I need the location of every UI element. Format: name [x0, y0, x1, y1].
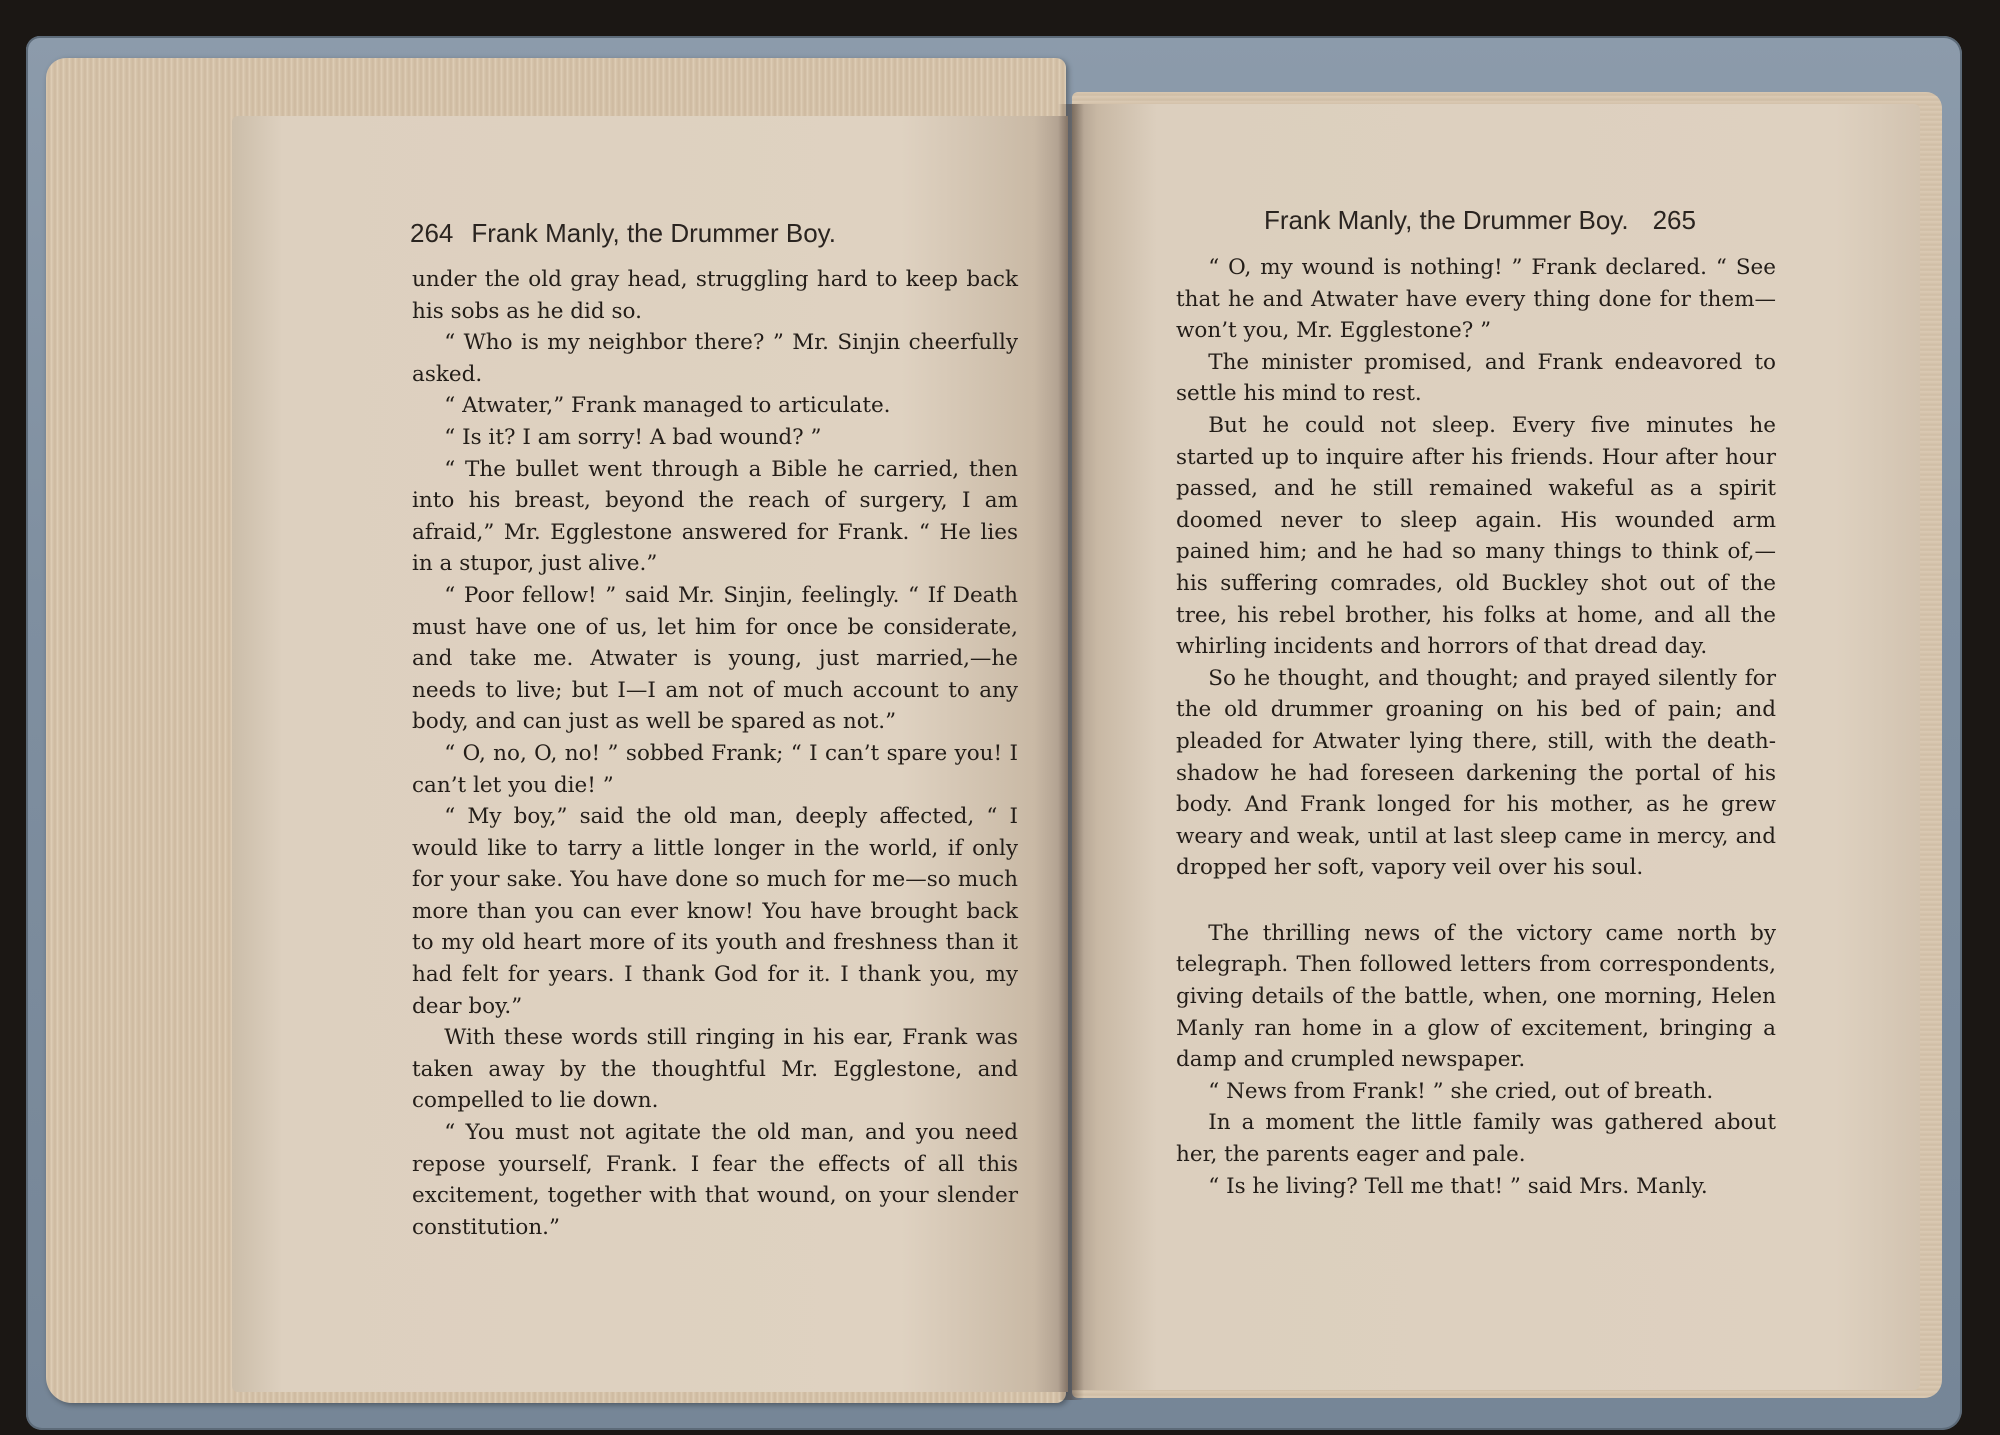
paragraph: “ Poor fellow! ” said Mr. Sinjin, feelingly. “ If Death must have one of us, let him for once be considerate, and take me. Atwater is young, just married,—he needs to live; but I—I am not of much account to any body, and can just as well be spared as not.”	[412, 582, 1018, 735]
paragraph: “ The bullet went through a Bible he carried, then into his breast, beyond the reach of surgery, I am afraid,” Mr. Egglestone answered for Frank. “ He lies in a stupor, just alive.”	[412, 456, 1018, 577]
right-header-title: Frank Manly, the Drummer Boy.	[1264, 205, 1629, 235]
right-page-number: 265	[1652, 205, 1696, 235]
paragraph: “ Is he living? Tell me that! ” said Mrs. Manly.	[1208, 1173, 1708, 1199]
paragraph: The minister promised, and Frank endeavored to settle his mind to rest.	[1176, 349, 1776, 407]
paragraph: “ Is it? I am sorry! A bad wound? ”	[444, 424, 822, 450]
left-running-head	[410, 218, 836, 249]
left-page-number: 264	[410, 218, 454, 248]
paragraph: “ My boy,” said the old man, deeply affected, “ I would like to tarry a little longer in the world, if only for your sake. You have done so much for me—so much more than you can ever know! You have brought back to my old heart more of its youth and freshness than it had felt for years. I thank God for it. I thank you, my dear boy.”	[412, 804, 1018, 1019]
left-header-title: Frank Manly, the Drummer Boy.	[471, 218, 836, 248]
paragraph: “ Who is my neighbor there? ” Mr. Sinjin cheerfully asked.	[412, 330, 1018, 387]
paragraph: With these words still ringing in his ear, Frank was taken away by the thoughtful Mr. Egglestone, and compelled to lie down.	[412, 1025, 1018, 1114]
paragraph: “ O, no, O, no! ” sobbed Frank; “ I can’t spare you! I can’t let you die! ”	[412, 740, 1018, 798]
paragraph: “ O, my wound is nothing! ” Frank declared. “ See that he and Atwater have every thing done for them—won’t you, Mr. Egglestone? ”	[1176, 255, 1776, 344]
paragraph: “ Atwater,” Frank managed to articulate.	[444, 393, 891, 419]
paragraph: So he thought, and thought; and prayed silently for the old drummer groaning on his bed of pain; and pleaded for Atwater lying there, still, with the death-shadow he had foreseen darkening the portal of his body. And Frank longed for his mother, as he grew weary and weak, until at last sleep came in mercy, and dropped her soft, vapory veil over his soul.	[1176, 665, 1776, 881]
left-page-text	[412, 264, 1018, 1243]
paragraph: under the old gray head, struggling hard to keep back his sobs as he did so.	[412, 267, 1018, 324]
paragraph: But he could not sleep. Every five minutes he started up to inquire after his friends. Hour after hour passed, and he still remained wakeful as a spirit doomed never to sleep again. His wounded arm pained him; and he had so many things to think of,—his suffering comrades, old Buckley shot out of the tree, his rebel brother, his folks at home, and all the whirling incidents and horrors of that dread day.	[1176, 412, 1776, 660]
paragraph: The thrilling news of the victory came north by telegraph. Then followed letters from correspondents, giving details of the battle, when, one morning, Helen Manly ran home in a glow of excitement, bringing a damp and crumpled newspaper.	[1176, 920, 1776, 1073]
paragraph: “ News from Frank! ” she cried, out of breath.	[1208, 1078, 1714, 1104]
paragraph: “ You must not agitate the old man, and you need repose yourself, Frank. I fear the effects of all this excitement, together with that wound, on your slender constitution.”	[412, 1120, 1018, 1240]
book-gutter	[1058, 104, 1084, 1400]
right-page-text	[1176, 252, 1776, 1202]
right-running-head	[1264, 205, 1696, 236]
paragraph: In a moment the little family was gathered about her, the parents eager and pale.	[1176, 1110, 1776, 1168]
